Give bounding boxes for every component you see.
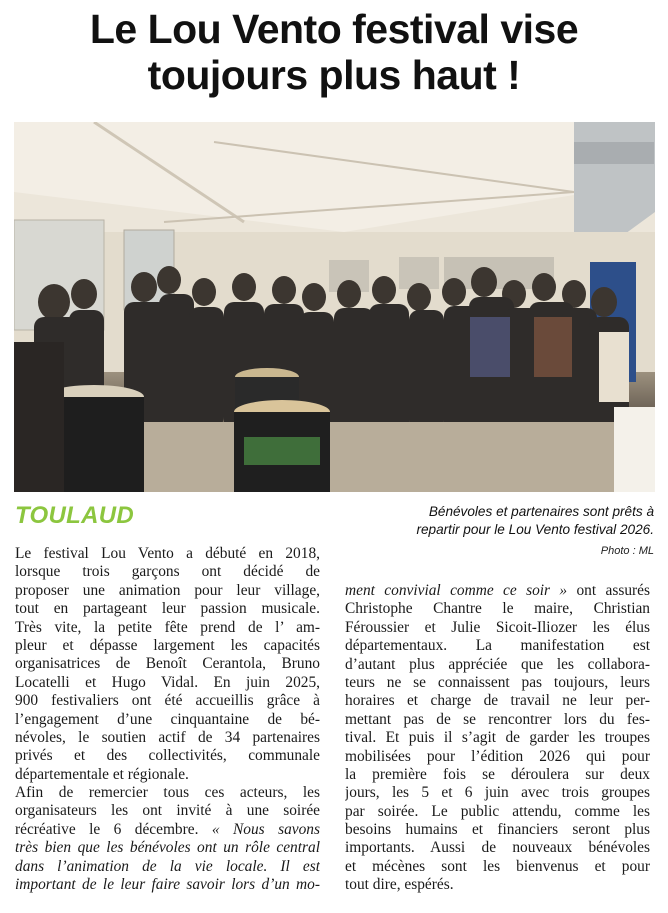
body-line: important de le leur faire savoir lors d’un mo- xyxy=(15,876,320,894)
photo-caption xyxy=(324,503,654,539)
body-line: tout en partageant leur passion musicale. xyxy=(15,600,320,618)
headline-line-2: toujours plus haut ! xyxy=(147,52,521,98)
body-line: Locatelli et Hugo Vidal. En juin 2025, xyxy=(15,673,320,691)
body-line: pleur et dépasse largement les capacités xyxy=(15,636,320,654)
body-column-left xyxy=(15,545,320,894)
body-line: tival. Et puis il s’agit de garder les troupes xyxy=(345,729,650,747)
body-line: organisatrices de Benoît Cerantola, Bruno xyxy=(15,655,320,673)
body-line: mobilisées pour l’édition 2026 qui pour xyxy=(345,747,650,765)
body-line: mettant pas de se rencontrer lors du fes- xyxy=(345,710,650,728)
body-line: par soirée. Le public attendu, comme les xyxy=(345,802,650,820)
headline-line-1: Le Lou Vento festival vise xyxy=(89,6,579,52)
body-line: lorsque trois garçons ont décidé de xyxy=(15,563,320,581)
body-line: départementaux. La manifestation est xyxy=(345,637,650,655)
body-line: d’autant plus appréciée que les collabora- xyxy=(345,655,650,673)
body-line: horaires et charge de travail ne leur per- xyxy=(345,692,650,710)
quote-fragment: ment convivial comme ce soir » xyxy=(345,582,568,599)
body-line: 900 festivaliers ont été accueillis grâce à xyxy=(15,692,320,710)
article-headline xyxy=(0,6,668,98)
body-line: très bien que les bénévoles ont un rôle central xyxy=(15,839,320,857)
body-line: jours, les 5 et 6 juin avec trois groupes xyxy=(345,784,650,802)
body-line: dans l’animation de la vie locale. Il est xyxy=(15,857,320,875)
body-line: tout dire, espérés. xyxy=(345,876,454,894)
body-line: teurs ne se connaissent pas toujours, leurs xyxy=(345,673,650,691)
body-line: besoins humains et financiers seront plus xyxy=(345,821,650,839)
body-line: récréative le 6 décembre. « Nous savons xyxy=(15,820,320,838)
body-line: départementale et régionale. xyxy=(15,765,189,783)
body-line: ment convivial comme ce soir » ont assurés xyxy=(345,582,650,599)
body-line: l’engagement d’une cinquantaine de bé- xyxy=(15,710,320,728)
body-line: et mécènes sont les bienvenus et pour xyxy=(345,857,650,875)
body-line: Féroussier et Julie Sicoit-Iliozer les élus xyxy=(345,618,650,636)
article-photo xyxy=(14,122,655,492)
body-line: la première fois se déroulera sur deux xyxy=(345,765,650,783)
photo-illustration xyxy=(14,122,655,492)
body-line: Christophe Chantre le maire, Christian xyxy=(345,600,650,618)
body-line: proposer une animation pour leur village, xyxy=(15,581,320,599)
caption-line-2: repartir pour le Lou Vento festival 2026. xyxy=(416,522,654,537)
quote-fragment: « Nous savons xyxy=(211,820,320,838)
body-line: privés et des collectivités, communale xyxy=(15,747,320,765)
body-column-right xyxy=(345,582,650,895)
body-line: organisateurs les ont invité à une soirée xyxy=(15,802,320,820)
body-line: Très vite, la petite fête prend de l’ am- xyxy=(15,618,320,636)
caption-line-1: Bénévoles et partenaires sont prêts à xyxy=(428,504,654,519)
body-line: Afin de remercier tous ces acteurs, les xyxy=(15,784,320,802)
body-line: névoles, le soutien actif de 34 partenaires xyxy=(15,728,320,746)
photo-credit: Photo : ML xyxy=(600,545,654,557)
body-line: importants. Aussi de nouveaux bénévoles xyxy=(345,839,650,857)
section-kicker: TOULAUD xyxy=(15,502,134,529)
body-line: Le festival Lou Vento a débuté en 2018, xyxy=(15,545,320,562)
